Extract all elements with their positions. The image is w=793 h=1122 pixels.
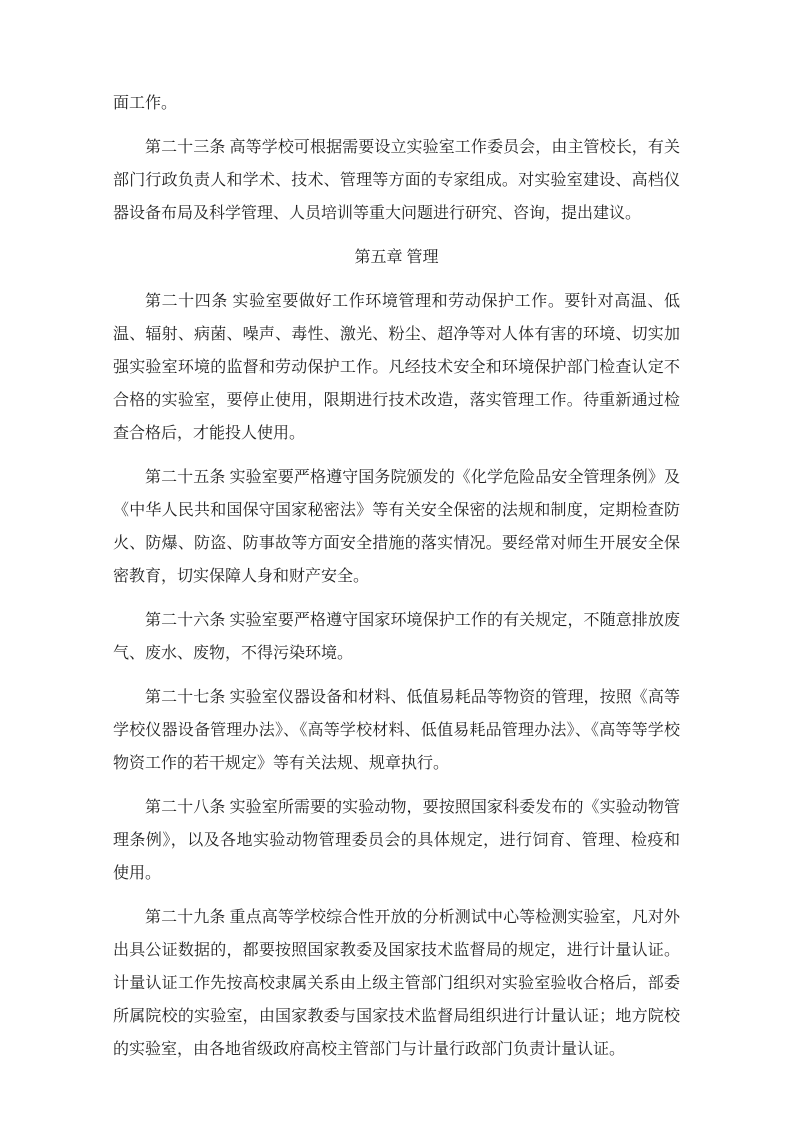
paragraph-article-28: 第二十八条 实验室所需要的实验动物，要按照国家科委发布的《实验动物管理条例》，以及各地实验动物管理委员会的具体规定，进行饲育、管理、检疫和使用。	[113, 799, 680, 882]
paragraph-article-24: 第二十四条 实验室要做好工作环境管理和劳动保护工作。要针对高温、低温、辐射、病菌、噪声、毒性、激光、粉尘、超净等对人体有害的环境、切实加强实验室环境的监督和劳动保护工作。凡经技术安全和环境保护部门检查认定不合格的实验室，要停止使用，限期进行技术改造，落实管理工作。待重新通过检查合格后，才能投人使用。	[113, 293, 680, 442]
paragraph-article-29: 第二十九条 重点高等学校综合性开放的分析测试中心等检测实验室，凡对外出具公证数据的，都要按照国家教委及国家技术监督局的规定，进行计量认证。计量认证工作先按高校隶属关系由上级主管部门组织对实验室验收合格后，部委所属院校的实验室，由国家教委与国家技术监督局组织进行计量认证；地方院校的实验室，由各地省级政府高校主管部门与计量行政部门负责计量认证。	[113, 909, 680, 1058]
paragraph-article-26: 第二十六条 实验室要严格遵守国家环境保护工作的有关规定，不随意排放废气、废水、废物，不得污染环境。	[113, 612, 680, 662]
paragraph-article-27: 第二十七条 实验室仪器设备和材料、低值易耗品等物资的管理，按照《高等学校仪器设备管理办法》、《高等学校材料、低值易耗品管理办法》、《高等等学校物资工作的若干规定》等有关法规、规章执行。	[113, 689, 680, 772]
chapter-heading: 第五章 管理	[354, 249, 439, 266]
paragraph-article-23: 第二十三条 高等学校可根据需要设立实验室工作委员会，由主管校长，有关部门行政负责人和学术、技术、管理等方面的专家组成。对实验室建设、高档仪器设备布局及科学管理、人员培训等重大问题进行研究、咨询，提出建议。	[113, 139, 680, 222]
paragraph-article-25: 第二十五条 实验室要严格遵守国务院颁发的《化学危险品安全管理条例》及《中华人民共和国保守国家秘密法》等有关安全保密的法规和制度，定期检查防火、防爆、防盗、防事故等方面安全措施的落实情况。要经常对师生开展安全保密教育，切实保障人身和财产安全。	[113, 469, 680, 585]
paragraph-continuation: 面工作。	[113, 95, 178, 112]
